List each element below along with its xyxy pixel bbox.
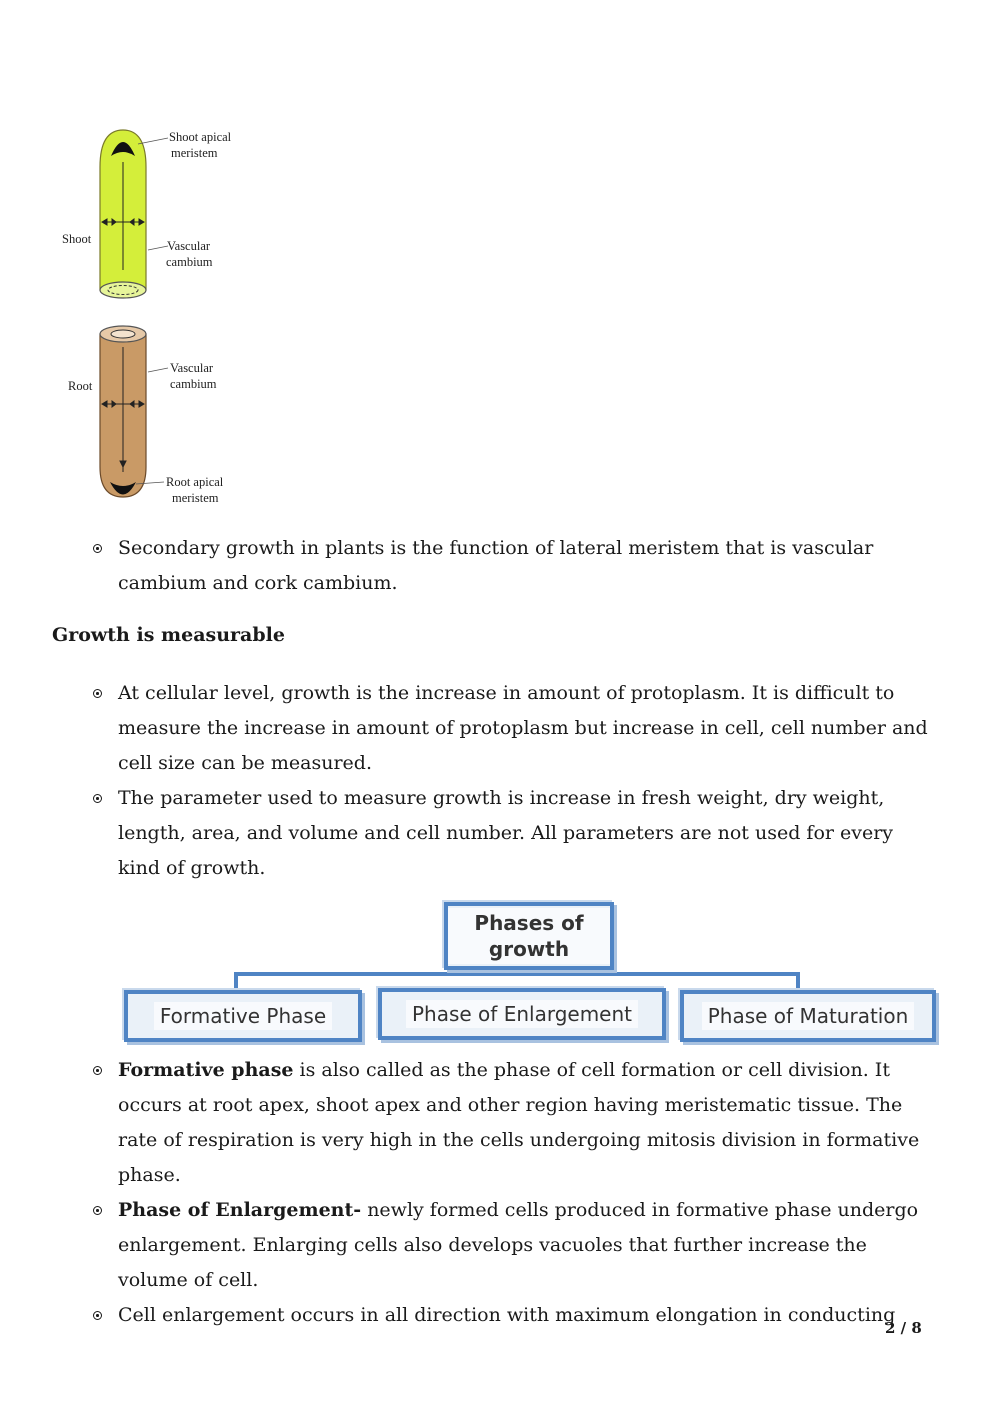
bullet-text: Cell enlargement occurs in all direction with maximum elongation in conducting — [118, 1304, 896, 1326]
bullet-list-phases — [88, 1053, 940, 1333]
phase-of-enlargement-box — [378, 988, 666, 1040]
list-item — [88, 676, 940, 781]
formative-phase-box — [124, 990, 362, 1042]
label-shoot-apical-1: Shoot apical — [169, 130, 232, 144]
bullet-icon — [93, 544, 102, 553]
connector-drop-right — [796, 972, 800, 992]
phase-of-maturation-label: Phase of Maturation — [702, 1002, 915, 1030]
list-item — [88, 1298, 940, 1333]
phase-of-maturation-box — [680, 990, 936, 1042]
bullet-bold-term: Formative phase — [118, 1059, 294, 1081]
bullet-icon — [93, 689, 102, 698]
list-item — [88, 781, 940, 886]
label-root-apical-2: meristem — [172, 491, 219, 505]
meristem-diagram — [56, 122, 254, 514]
page-number: 2 / 8 — [885, 1319, 922, 1337]
list-item — [88, 531, 940, 601]
bullet-text: The parameter used to measure growth is increase in fresh weight, dry weight, length, area, and volume and cell number. All parameters are not used for every kind of growth. — [118, 787, 894, 879]
shoot-cut-end — [100, 282, 146, 298]
label-root: Root — [68, 379, 93, 393]
bullet-icon — [93, 1206, 102, 1215]
bullet-text: At cellular level, growth is the increase in amount of protoplasm. It is difficult to measure the increase in amount of protoplasm but increase in cell, cell number and cell size can be measured. — [118, 682, 928, 774]
section-heading: Growth is measurable — [52, 624, 285, 646]
bullet-text: Secondary growth in plants is the function of lateral meristem that is vascular cambium and cork cambium. — [118, 537, 874, 594]
label-vascular-top-2: cambium — [166, 255, 213, 269]
phases-of-growth-label: Phases of growth — [448, 908, 610, 964]
meristem-diagram-svg — [56, 122, 254, 514]
label-root-apical-1: Root apical — [166, 475, 224, 489]
phase-of-enlargement-label: Phase of Enlargement — [406, 1000, 638, 1028]
connector-line — [234, 972, 800, 976]
phases-of-growth-box — [444, 902, 614, 970]
bullet-list-secondary-growth — [88, 531, 940, 601]
label-vascular-top-1: Vascular — [167, 239, 211, 253]
bullet-icon — [93, 794, 102, 803]
connector-drop-left — [234, 972, 238, 992]
bullet-icon — [93, 1066, 102, 1075]
root-cambium-ring — [111, 330, 135, 338]
bullet-text: is also called as the phase of cell formation or cell division. It occurs at root apex, shoot apex and other region having meristematic tissue. The rate of respiration is very high in the cells undergoing mitosis division in formative phase. — [118, 1059, 920, 1186]
bullet-icon — [93, 1311, 102, 1320]
formative-phase-label: Formative Phase — [154, 1002, 332, 1030]
label-vascular-root-1: Vascular — [170, 361, 214, 375]
label-shoot-apical-2: meristem — [171, 146, 218, 160]
bullet-bold-term: Phase of Enlargement- — [118, 1199, 362, 1221]
label-vascular-root-2: cambium — [170, 377, 217, 391]
list-item — [88, 1053, 940, 1193]
bullet-text: newly formed cells produced in formative phase undergo enlargement. Enlarging cells also develops vacuoles that further increase the volume of cell. — [118, 1199, 919, 1291]
bullet-list-measurable — [88, 676, 940, 886]
list-item — [88, 1193, 940, 1298]
label-shoot: Shoot — [62, 232, 92, 246]
phases-of-growth-chart — [118, 898, 940, 1048]
